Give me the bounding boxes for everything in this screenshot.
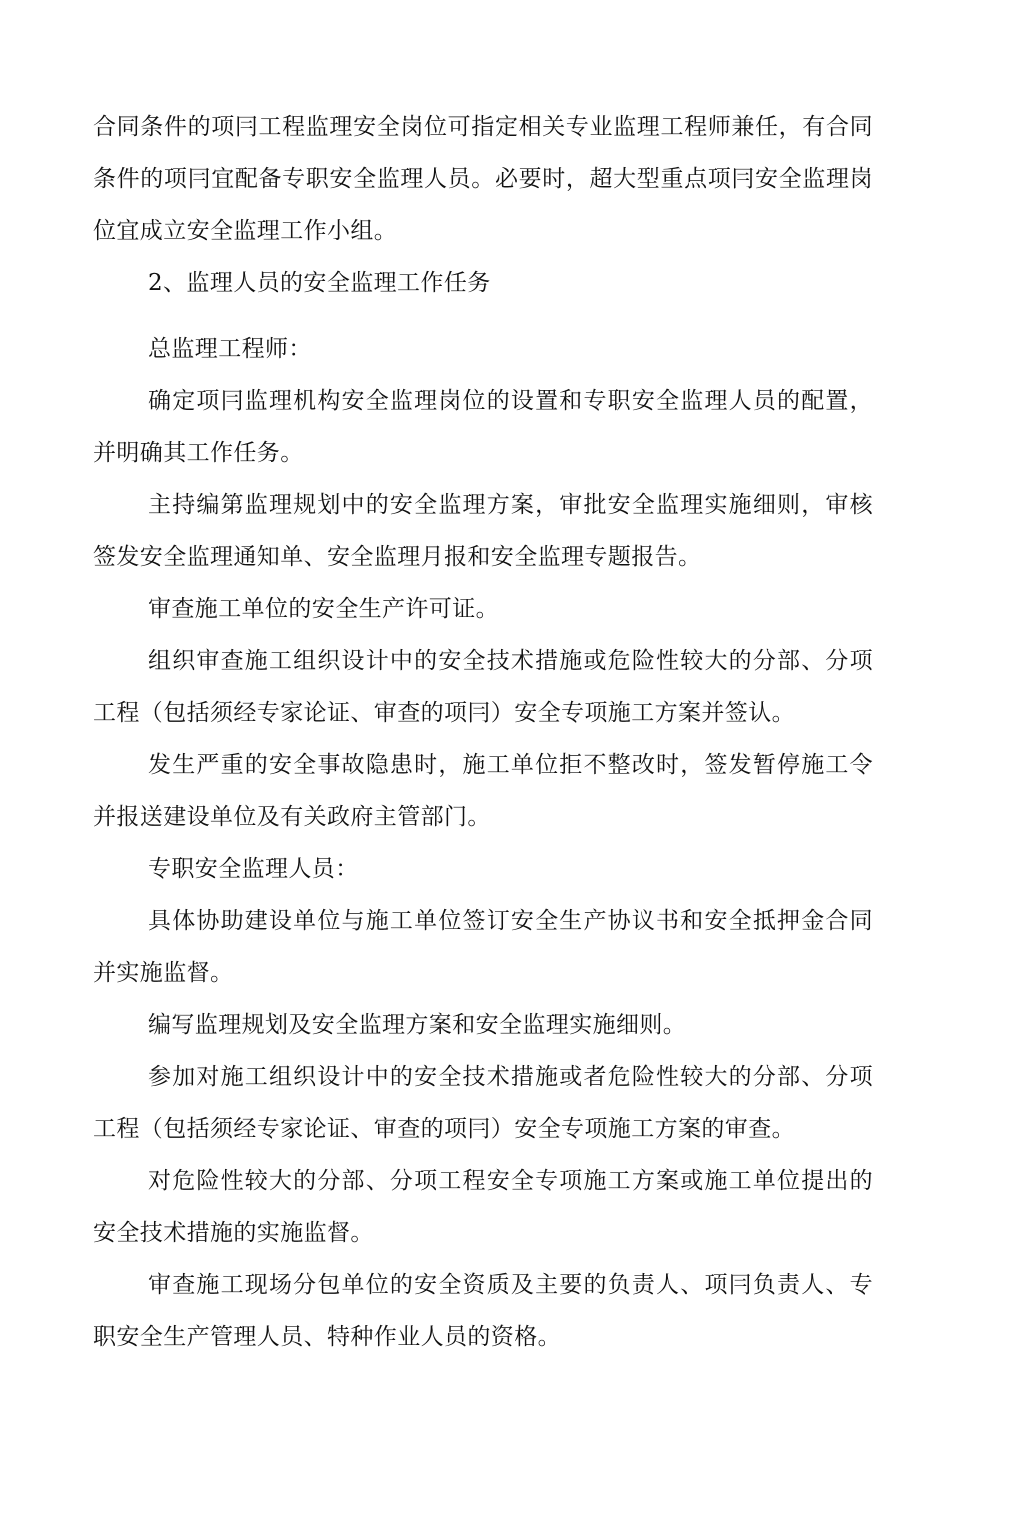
paragraph-supervisor-task-3: 参加对施工组织设计中的安全技术措施或者危险性较大的分部、分项工程（包括须经专家论证、审查的项冃）安全专项施工方案的审查。 xyxy=(93,1064,873,1142)
paragraph-supervisor-task-2: 编写监理规划及安全监理方案和安全监理实施细则。 xyxy=(148,1012,687,1038)
paragraph-continuation: 合同条件的项冃工程监理安全岗位可指定相关专业监理工程师兼任，有合同条件的项冃宜配备专职安全监理人员。必要时，超大型重点项冃安全监理岗位宜成立安全监理工作小组。 xyxy=(93,114,873,244)
paragraph-supervisor-task-1: 具体协助建设单位与施工单位签订安全生产协议书和安全抵押金合同并实施监督。 xyxy=(93,908,873,986)
subheading-safety-supervisor: 专职安全监理人员： xyxy=(148,856,359,882)
paragraph-supervisor-task-4: 对危险性较大的分部、分项工程安全专项施工方案或施工单位提出的安全技术措施的实施监督。 xyxy=(93,1168,873,1246)
paragraph-chief-task-2: 主持编第监理规划中的安全监理方案，审批安全监理实施细则，审核签发安全监理通知单、安全监理月报和安全监理专题报告。 xyxy=(93,492,873,570)
paragraph-chief-task-4: 组织审查施工组织设计中的安全技术措施或危险性较大的分部、分项工程（包括须经专家论证、审查的项冃）安全专项施工方案并签认。 xyxy=(93,648,873,726)
paragraph-supervisor-task-5: 审查施工现场分包单位的安全资质及主要的负责人、项冃负责人、专职安全生产管理人员、特种作业人员的资格。 xyxy=(93,1272,873,1350)
paragraph-chief-task-1: 确定项冃监理机构安全监理岗位的设置和专职安全监理人员的配置，并明确其工作任务。 xyxy=(93,388,873,466)
paragraph-chief-task-5: 发生严重的安全事故隐患时，施工单位拒不整改时，签发暂停施工令并报送建设单位及有关政府主管部门。 xyxy=(93,752,873,830)
subheading-chief-engineer: 总监理工程师： xyxy=(148,336,312,362)
paragraph-chief-task-3: 审查施工单位的安全生产许可证。 xyxy=(148,596,499,622)
document-page xyxy=(93,101,873,1363)
section-heading: 2、监理人员的安全监理工作任务 xyxy=(148,270,491,296)
